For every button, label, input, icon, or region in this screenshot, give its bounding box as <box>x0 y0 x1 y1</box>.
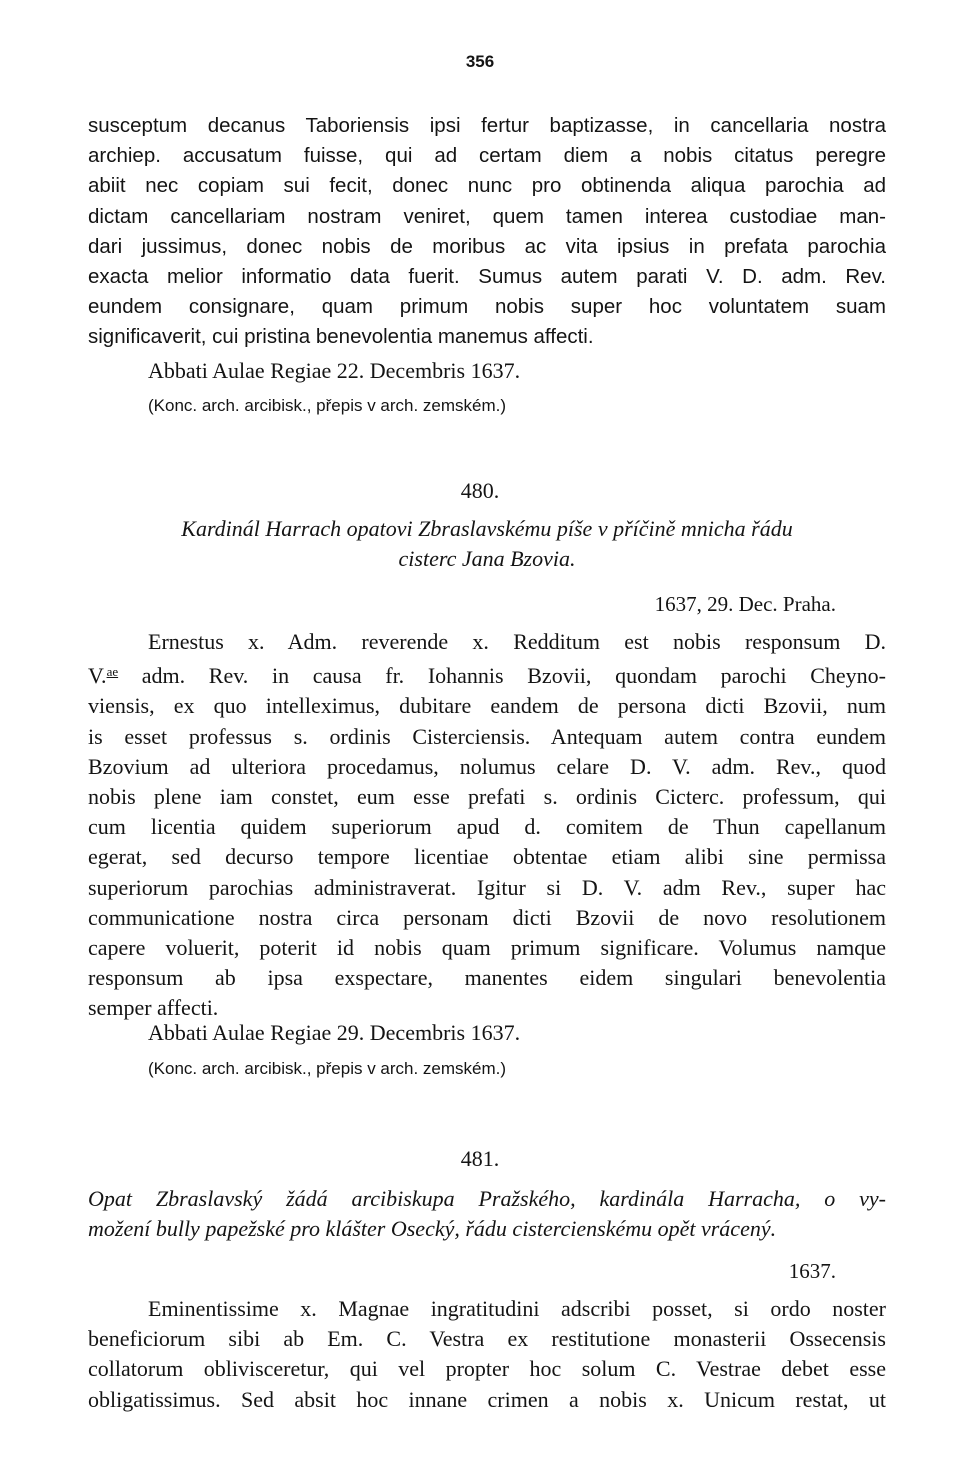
superscript: ae <box>106 664 119 680</box>
document-number: 481. <box>460 1146 500 1171</box>
heading-line: možení bully papežské pro klášter Osecký, řádu cistercienskému opět vrácený. <box>88 1216 777 1241</box>
text-line: dari jussimus, donec nobis de moribus ac vita ipsius in prefata parochia <box>88 234 886 258</box>
text-line: is esset professus s. ordinis Cisterciensis. Antequam autem contra eundem <box>88 723 886 749</box>
text-line: obligatissimus. Sed absit hoc innane crimen a nobis x. Unicum restat, ut <box>88 1386 886 1412</box>
document-heading <box>88 514 886 574</box>
text-line: semper affecti. <box>88 995 219 1021</box>
text-line: Bzovium ad ulteriora procedamus, nolumus celare D. V. adm. Rev., quod <box>88 753 886 779</box>
text-line: collatorum oblivisceretur, qui vel propter hoc solum C. Vestrae debet esse <box>88 1356 886 1382</box>
dateline: 1637. <box>788 1259 836 1283</box>
text-fragment: adm. Rev. in causa fr. Iohannis Bzovii, quondam parochi Cheyno- <box>118 663 886 689</box>
heading-line: Kardinál Harrach opatovi Zbraslavskému píše v příčině mnicha řádu <box>181 516 793 541</box>
text-line: egerat, sed decurso tempore licentiae obtentae etiam alibi sine permissa <box>88 844 886 870</box>
text-line: nobis plene iam constet, eum esse prefati s. ordinis Cicterc. professum, qui <box>88 784 886 810</box>
heading-line: cisterc Jana Bzovia. <box>398 546 576 571</box>
text-line: susceptum decanus Taboriensis ipsi fertur baptizasse, in cancellaria nostra <box>88 114 886 137</box>
text-line: Eminentissime x. Magnae ingratitudini adscribi posset, si ordo noster <box>148 1296 886 1321</box>
text-line: archiep. accusatum fuisse, qui ad certam diem a nobis citatus peregre <box>88 144 886 168</box>
closing-line: Abbati Aulae Regiae 29. Decembris 1637. <box>148 1020 521 1045</box>
heading-line: Opat Zbraslavský žádá arcibiskupa Pražského, kardinála Harracha, o vy- <box>88 1186 886 1211</box>
text-line <box>88 657 886 691</box>
text-line: significaverit, cui pristina benevolentia manemus affecti. <box>88 325 594 349</box>
text-line: exacta melior informatio data fuerit. Sumus autem parati V. D. adm. Rev. <box>88 265 886 289</box>
text-fragment: V. <box>88 663 107 689</box>
text-line: abiit nec copiam sui fecit, donec nunc pro obtinenda aliqua parochia ad <box>88 174 886 198</box>
document-heading <box>88 1184 886 1244</box>
text-line: eundem consignare, quam primum nobis super hoc voluntatem suam <box>88 295 886 319</box>
text-line: beneficiorum sibi ab Em. C. Vestra ex restitutione monasterii Ossecensis <box>88 1326 886 1352</box>
source-note: (Konc. arch. arcibisk., přepis v arch. zemském.) <box>148 396 507 415</box>
text-line: dictam cancellariam nostram veniret, quem tamen interea custodiae man- <box>88 204 886 228</box>
continuation-paragraph <box>88 111 886 353</box>
text-line: communicatione nostra circa personam dicti Bzovii de novo resolutionem <box>88 904 886 930</box>
document-body <box>88 1294 886 1415</box>
text-line: responsum ab ipsa exspectare, manentes eidem singulari benevolentia <box>88 965 886 991</box>
source-note: (Konc. arch. arcibisk., přepis v arch. zemském.) <box>148 1059 507 1078</box>
dateline: 1637, 29. Dec. Praha. <box>654 592 836 616</box>
text-line: cum licentia quidem superiorum apud d. comitem de Thun capellanum <box>88 814 886 840</box>
text-line: viensis, ex quo intelleximus, dubitare eandem de persona dicti Bzovii, num <box>88 693 886 719</box>
text-line: capere voluerit, poterit id nobis quam primum significare. Volumus namque <box>88 935 886 961</box>
closing-line: Abbati Aulae Regiae 22. Decembris 1637. <box>148 358 521 383</box>
page-number: 356 <box>465 52 495 71</box>
document-number: 480. <box>460 478 500 503</box>
text-line: superiorum parochias administraverat. Igitur si D. V. adm Rev., super hac <box>88 874 886 900</box>
document-body <box>88 627 886 1024</box>
text-line: Ernestus x. Adm. reverende x. Redditum est nobis responsum D. <box>148 629 886 654</box>
